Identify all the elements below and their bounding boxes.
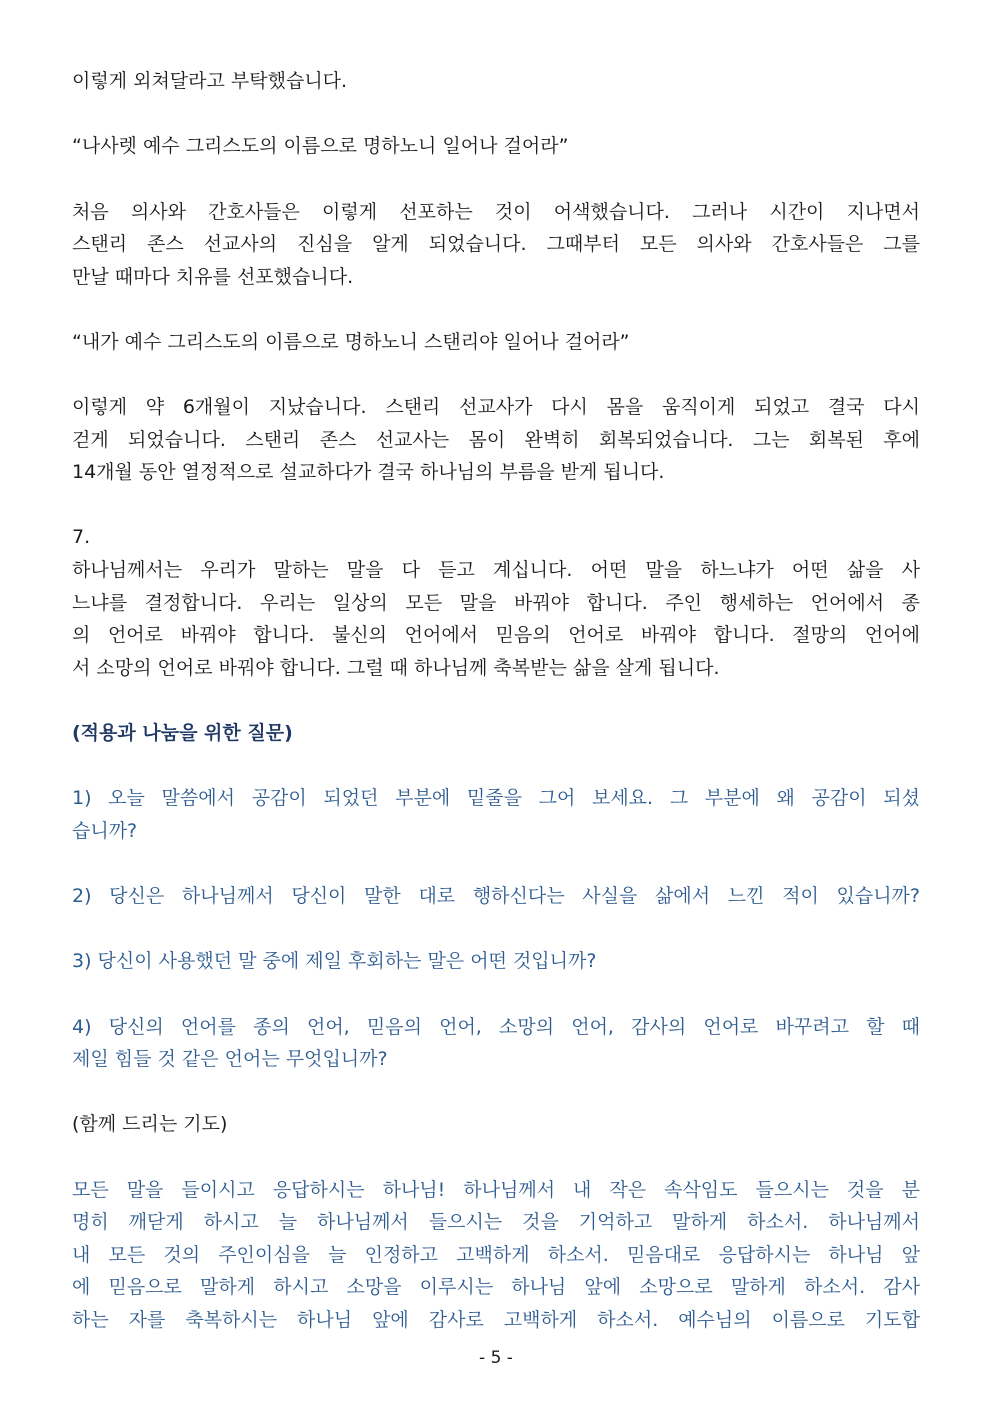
- paragraph-line: 느냐를 결정합니다. 우리는 일상의 모든 말을 바꿔야 합니다. 주인 행세하는 언어에서 종: [72, 592, 920, 614]
- prayer-line: 내 모든 것의 주인이심을 늘 인정하고 고백하게 하소서. 믿음대로 응답하시는 하나님 앞: [72, 1244, 920, 1266]
- section-number: 7.: [72, 526, 91, 548]
- paragraph-line: 서 소망의 언어로 바꿔야 합니다. 그럴 때 하나님께 축복받는 삶을 살게 됩니다.: [72, 657, 720, 679]
- question-line: 4) 당신의 언어를 종의 언어, 믿음의 언어, 소망의 언어, 감사의 언어로 바꾸려고 할 때: [72, 1016, 920, 1038]
- prayer-line: 하는 자를 축복하시는 하나님 앞에 감사로 고백하게 하소서. 예수님의 이름으로 기도합: [72, 1309, 920, 1331]
- prayer-line: 에 믿음으로 말하게 하시고 소망을 이루시는 하나님 앞에 소망으로 말하게 하소서. 감사: [72, 1276, 920, 1298]
- prayer-line: 명히 깨닫게 하시고 늘 하나님께서 들으시는 것을 기억하고 말하게 하소서. 하나님께서: [72, 1211, 920, 1233]
- prayer-line: 모든 말을 들이시고 응답하시는 하나님! 하나님께서 내 작은 속삭임도 들으시는 것을 분: [72, 1179, 920, 1201]
- paragraph-line: 이렇게 약 6개월이 지났습니다. 스탠리 선교사가 다시 몸을 움직이게 되었고 결국 다시: [72, 396, 920, 418]
- section-heading: (적용과 나눔을 위한 질문): [72, 722, 293, 744]
- question-line: 3) 당신이 사용했던 말 중에 제일 후회하는 말은 어떤 것입니까?: [72, 950, 597, 972]
- question-line: 제일 힘들 것 같은 언어는 무엇입니까?: [72, 1048, 388, 1070]
- paragraph-line: 만날 때마다 치유를 선포했습니다.: [72, 266, 354, 288]
- question-line: 1) 오늘 말씀에서 공감이 되었던 부분에 밑줄을 그어 보세요. 그 부분에 왜 공감이 되셨: [72, 787, 920, 809]
- paragraph-line: 걷게 되었습니다. 스탠리 존스 선교사는 몸이 완벽히 회복되었습니다. 그는 회복된 후에: [72, 429, 920, 451]
- paragraph-line: 스탠리 존스 선교사의 진심을 알게 되었습니다. 그때부터 모든 의사와 간호사들은 그를: [72, 233, 920, 255]
- paragraph-line: 14개월 동안 열정적으로 설교하다가 결국 하나님의 부름을 받게 됩니다.: [72, 461, 665, 483]
- paragraph-line: 의 언어로 바꿔야 합니다. 불신의 언어에서 믿음의 언어로 바꿔야 합니다. 절망의 언어에: [72, 624, 920, 646]
- paragraph-line: 처음 의사와 간호사들은 이렇게 선포하는 것이 어색했습니다. 그러나 시간이 지나면서: [72, 201, 920, 223]
- question-line: 2) 당신은 하나님께서 당신이 말한 대로 행하신다는 사실을 삶에서 느낀 적이 있습니까?: [72, 885, 920, 907]
- prayer-heading: (함께 드리는 기도): [72, 1113, 228, 1135]
- page-number: - 5 -: [479, 1348, 513, 1368]
- quote-line: “나사렛 예수 그리스도의 이름으로 명하노니 일어나 걸어라”: [72, 135, 569, 157]
- question-line: 습니까?: [72, 820, 138, 842]
- paragraph-line: 이렇게 외쳐달라고 부탁했습니다.: [72, 70, 348, 92]
- quote-line: “내가 예수 그리스도의 이름으로 명하노니 스탠리야 일어나 걸어라”: [72, 331, 630, 353]
- paragraph-line: 하나님께서는 우리가 말하는 말을 다 듣고 계십니다. 어떤 말을 하느냐가 어떤 삶을 사: [72, 559, 920, 581]
